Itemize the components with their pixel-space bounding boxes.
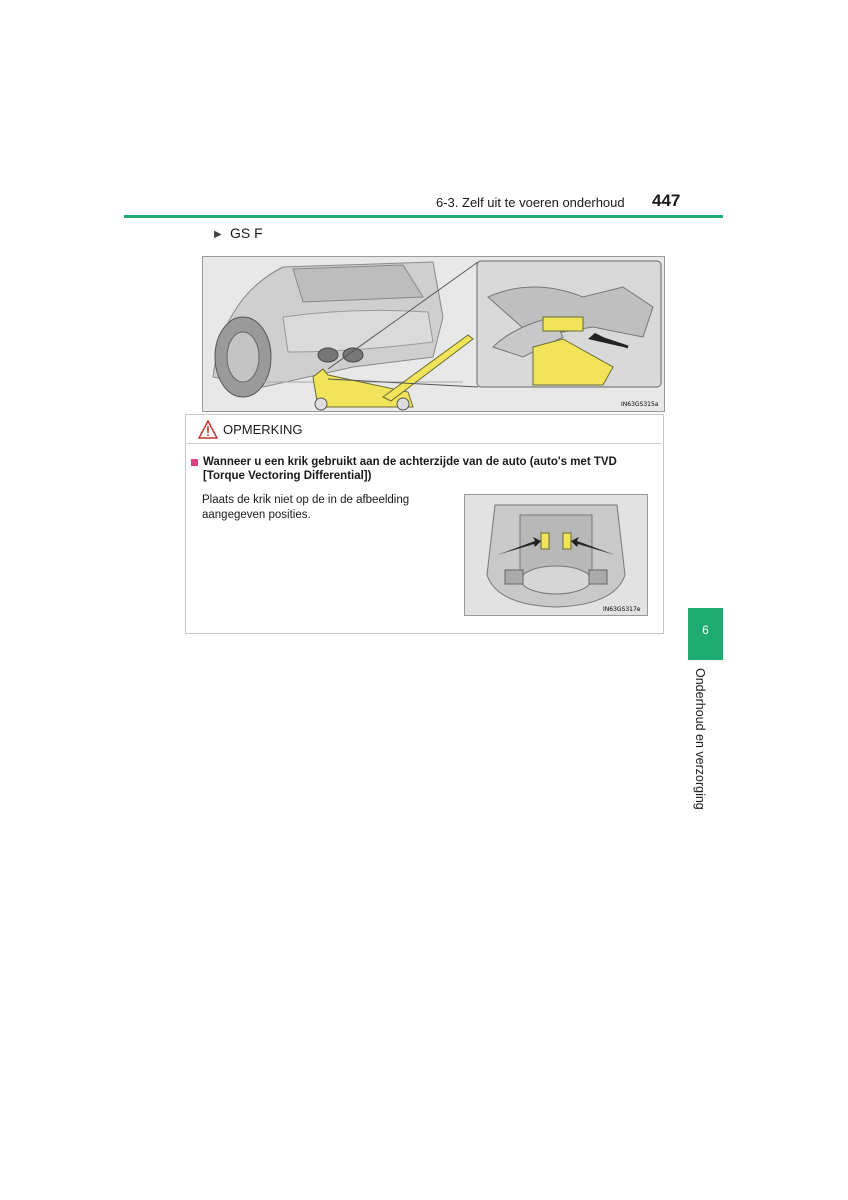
figure-code: IN63GS315a	[621, 401, 659, 408]
chapter-label: Onderhoud en verzorging	[693, 668, 707, 810]
bullet-square-icon	[191, 459, 198, 466]
figure-code-2: IN63GS317e	[603, 606, 641, 613]
notice-divider	[186, 443, 662, 444]
underbody-illustration	[464, 494, 648, 616]
header-divider	[124, 215, 723, 218]
triangle-right-icon: ▶	[214, 229, 222, 240]
notice-title: OPMERKING	[223, 422, 303, 437]
underbody-illustration-drawing	[465, 495, 647, 615]
jack-illustration-drawing	[203, 257, 664, 411]
chapter-number: 6	[702, 623, 709, 637]
model-subheading: GS F	[230, 225, 263, 241]
warning-triangle-icon	[198, 420, 218, 444]
jack-illustration	[202, 256, 665, 412]
notice-heading: Wanneer u een krik gebruikt aan de achterzijde van de auto (auto's met TVD [Torque Vectoring Differential])	[203, 456, 617, 482]
section-title: 6-3. Zelf uit te voeren onderhoud	[436, 195, 625, 210]
notice-body: Plaats de krik niet op de in de afbeelding aangegeven posities.	[202, 494, 410, 521]
page-number: 447	[652, 191, 681, 210]
